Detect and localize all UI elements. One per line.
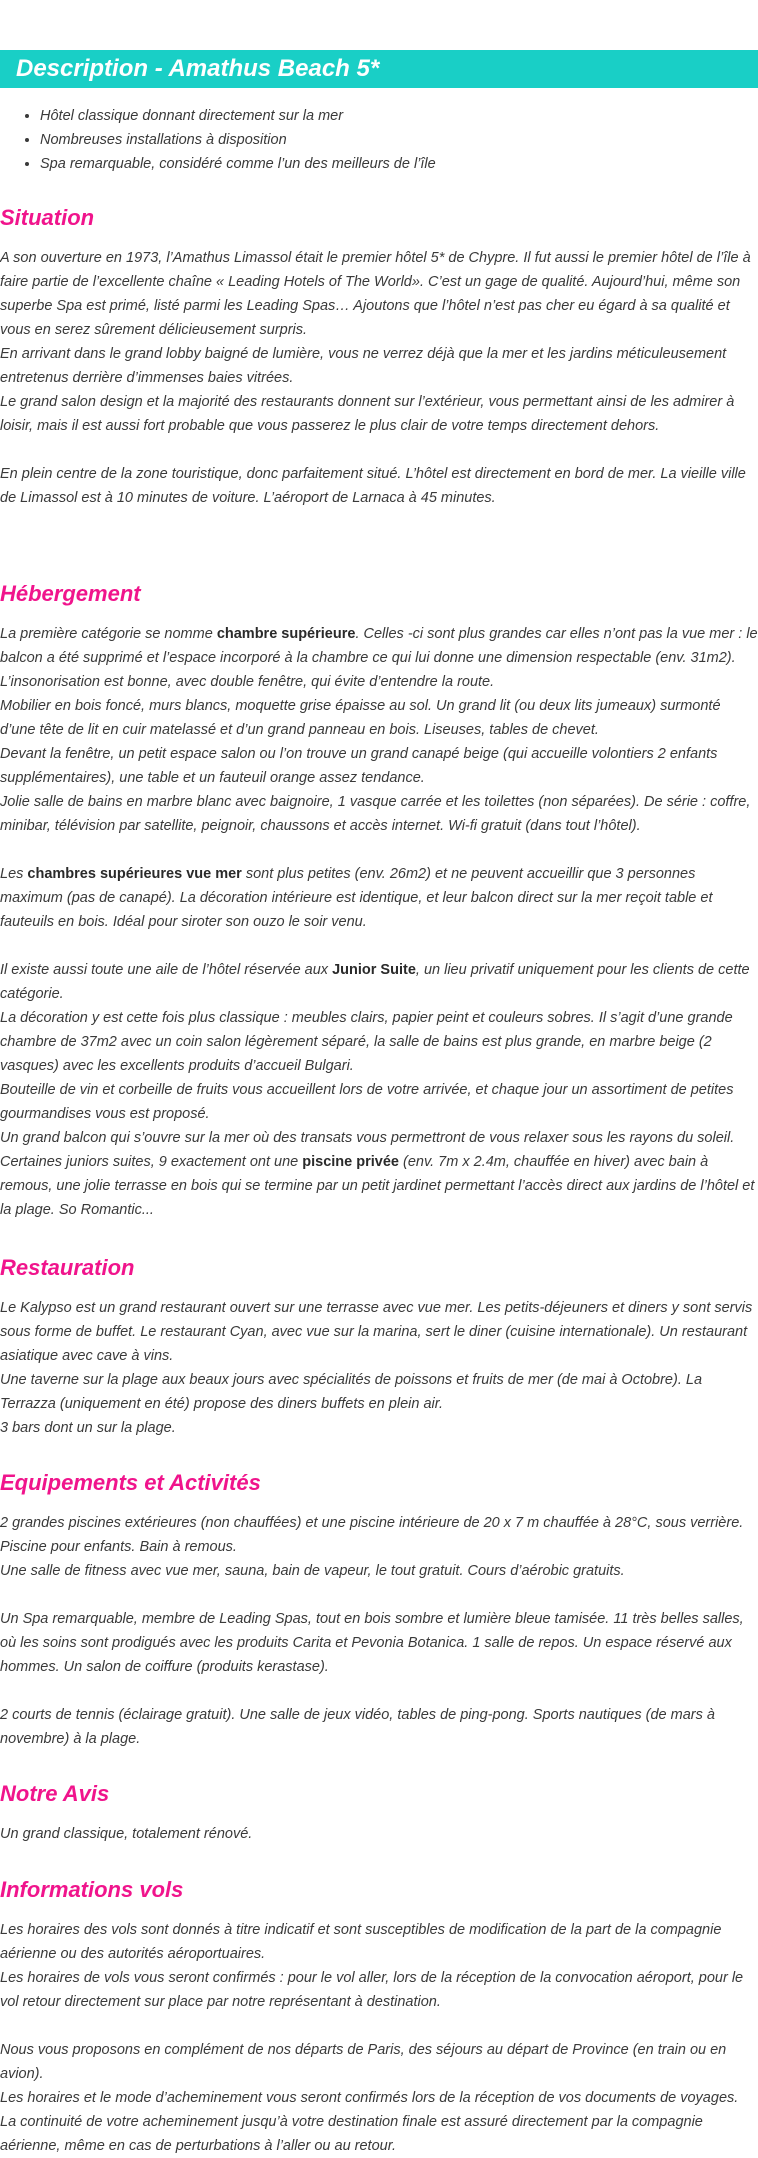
paragraph-spacer — [0, 838, 758, 862]
hebergement-paragraph: Bouteille de vin et corbeille de fruits vous accueillent lors de votre arrivée, et chaque jour un assortiment de petites gourmandises vous est proposé. — [0, 1082, 734, 1122]
paragraph-spacer — [0, 934, 758, 958]
paragraph-spacer — [0, 438, 758, 462]
situation-paragraph: En plein centre de la zone touristique, donc parfaitement situé. L’hôtel est directement en bord de mer. La vieille ville de Limassol est à 10 minutes de voiture. L’aéroport de Larnaca à 45 minutes. — [0, 466, 746, 506]
equipements-paragraph: 2 courts de tennis (éclairage gratuit). Une salle de jeux vidéo, tables de ping-pong. Sports nautiques (de mars à novembre) à la plage. — [0, 1707, 715, 1747]
vols-paragraph: Les horaires et le mode d’acheminement vous seront confirmés lors de la réception de vos documents de voyages. — [0, 2090, 739, 2106]
situation-paragraph: En arrivant dans le grand lobby baigné de lumière, vous ne verrez déjà que la mer et les jardins méticuleusement entretenus derrière d’immenses baies vitrées. — [0, 346, 727, 386]
hebergement-paragraph: Jolie salle de bains en marbre blanc avec baignoire, 1 vasque carrée et les toilettes (non séparées). De série : coffre, minibar, télévision par satellite, peignoir, chaussons et accès internet. Wi-fi gratuit (dans tout l’hôtel). — [0, 794, 751, 834]
paragraph-spacer — [0, 2014, 758, 2038]
situation-heading: Situation — [0, 205, 95, 230]
restauration-paragraph: Une taverne sur la plage aux beaux jours avec spécialités de poissons et fruits de mer (de mai à Octobre). La Terrazza (uniquement en été) propose des diners buffets en plein air. — [0, 1372, 703, 1412]
vols-heading: Informations vols — [0, 1877, 184, 1902]
room-type-name: chambres supérieures vue mer — [27, 866, 242, 882]
avis-section — [0, 1822, 758, 1846]
situation-paragraph: Le grand salon design et la majorité des restaurants donnent sur l’extérieur, vous permettant ainsi de les admirer à loisir, mais il est aussi fort probable que vous passerez le plus clair de votre temps directement dehors. — [0, 394, 735, 434]
restauration-paragraph: Le Kalypso est un grand restaurant ouvert sur une terrasse avec vue mer. Les petits-déjeuners et diners y sont servis sous forme de buffet. Le restaurant Cyan, avec vue sur la marina, sert le diner (cuisine internationale). Un restaurant asiatique avec cave à vins. — [0, 1300, 753, 1364]
vols-paragraph: Nous vous proposons en complément de nos départs de Paris, des séjours au départ de Province (en train ou en avion). — [0, 2042, 727, 2082]
vols-paragraph: Les horaires des vols sont donnés à titre indicatif et sont susceptibles de modification de la part de la compagnie aérienne ou des autorités aéroportuaires. — [0, 1922, 722, 1962]
highlight-item: • Spa remarquable, considéré comme l’un des meilleurs de l’île — [40, 152, 436, 176]
highlight-item: • Nombreuses installations à disposition — [40, 128, 436, 152]
paragraph-spacer — [0, 1583, 758, 1607]
room-feature-name: piscine privée — [302, 1154, 399, 1170]
hebergement-paragraph: La décoration y est cette fois plus classique : meubles clairs, papier peint et couleurs sobres. Il s’agit d’une grande chambre de 37m2 avec un coin salon légèrement séparé, la salle de bains est plus grande, en marbre beige (2 vasques) avec les excellents produits d’accueil Bulgari. — [0, 1010, 733, 1074]
hebergement-paragraph: Certaines juniors suites, 9 exactement ont une piscine privée (env. 7m x 2.4m, chauffée en hiver) avec bain à remous, une jolie terrasse en bois qui se termine par un petit jardinet permettant l’accès direct aux jardins de l’hôtel et la plage. So Romantic... — [0, 1154, 755, 1218]
page-title: Description - Amathus Beach 5* — [16, 55, 380, 82]
restauration-paragraph: 3 bars dont un sur la plage. — [0, 1420, 176, 1436]
hebergement-paragraph: Mobilier en bois foncé, murs blancs, moquette grise épaisse au sol. Un grand lit (ou deux lits jumeaux) surmonté d’une tête de lit en cuir matelassé et d’un grand panneau en bois. Liseuses, tables de chevet. — [0, 698, 721, 738]
room-type-name: chambre supérieure — [216, 626, 356, 642]
hebergement-paragraph: Il existe aussi toute une aile de l’hôtel réservée aux Junior Suite, un lieu privatif uniquement pour les clients de cette catégorie. — [0, 962, 750, 1002]
situation-section — [0, 246, 758, 510]
equipements-paragraph: 2 grandes piscines extérieures (non chauffées) et une piscine intérieure de 20 x 7 m chauffée à 28°C, sous verrière. Piscine pour enfants. Bain à remous. — [0, 1515, 744, 1555]
restauration-heading: Restauration — [0, 1255, 135, 1280]
vols-paragraph: La continuité de votre acheminement jusqu’à votre destination finale est assuré directement par la compagnie aérienne, même en cas de perturbations à l’aller ou au retour. — [0, 2114, 703, 2154]
avis-heading: Notre Avis — [0, 1781, 110, 1806]
avis-paragraph: Un grand classique, totalement rénové. — [0, 1826, 253, 1842]
equipements-heading: Equipements et Activités — [0, 1470, 261, 1495]
equipements-paragraph: Une salle de fitness avec vue mer, sauna, bain de vapeur, le tout gratuit. Cours d’aérobic gratuits. — [0, 1563, 625, 1579]
vols-section — [0, 1918, 758, 2158]
restauration-section — [0, 1296, 758, 1440]
paragraph-spacer — [0, 1679, 758, 1703]
equipements-section — [0, 1511, 758, 1751]
vols-paragraph: Les horaires de vols vous seront confirmés : pour le vol aller, lors de la réception de la convocation aéroport, pour le vol retour directement sur place par notre représentant à destination. — [0, 1970, 744, 2010]
hebergement-heading: Hébergement — [0, 581, 141, 606]
hebergement-paragraph: Devant la fenêtre, un petit espace salon ou l’on trouve un grand canapé beige (qui accueille volontiers 2 enfants supplémentaires), une table et un fauteuil orange assez tendance. — [0, 746, 718, 786]
hebergement-paragraph: La première catégorie se nomme chambre supérieure. Celles -ci sont plus grandes car elles n’ont pas la vue mer : le balcon a été supprimé et l’espace incorporé à la chambre ce qui lui donne une dimension respectable (env. 31m2). L’insonorisation est bonne, avec double fenêtre, qui évite d’entendre la route. — [0, 626, 758, 690]
equipements-paragraph: Un Spa remarquable, membre de Leading Spas, tout en bois sombre et lumière bleue tamisée. 11 très belles salles, où les soins sont prodigués avec les produits Carita et Pevonia Botanica. 1 salle de repos. Un espace réservé aux hommes. Un salon de coiffure (produits kerastase). — [0, 1611, 744, 1675]
hebergement-section — [0, 622, 758, 1222]
highlights-list — [0, 104, 436, 176]
highlight-item: • Hôtel classique donnant directement sur la mer — [40, 104, 436, 128]
hebergement-paragraph: Les chambres supérieures vue mer sont plus petites (env. 26m2) et ne peuvent accueillir que 3 personnes maximum (pas de canapé). La décoration intérieure est identique, et leur balcon direct sur la mer reçoit table et fauteuils en bois. Idéal pour siroter son ouzo le soir venu. — [0, 866, 713, 930]
situation-paragraph: A son ouverture en 1973, l’Amathus Limassol était le premier hôtel 5* de Chypre. Il fut aussi le premier hôtel de l’île à faire partie de l’excellente chaîne « Leading Hotels of The World». C’est un gage de qualité. Aujourd’hui, même son superbe Spa est primé, listé parmi les Leading Spas… Ajoutons que l’hôtel n’est pas cher eu égard à sa qualité et vous en serez sûrement délicieusement surpris. — [0, 250, 751, 338]
room-type-name: Junior Suite — [332, 962, 416, 978]
title-banner — [0, 50, 758, 88]
hebergement-paragraph: Un grand balcon qui s’ouvre sur la mer où des transats vous permettront de vous relaxer sous les rayons du soleil. — [0, 1130, 735, 1146]
